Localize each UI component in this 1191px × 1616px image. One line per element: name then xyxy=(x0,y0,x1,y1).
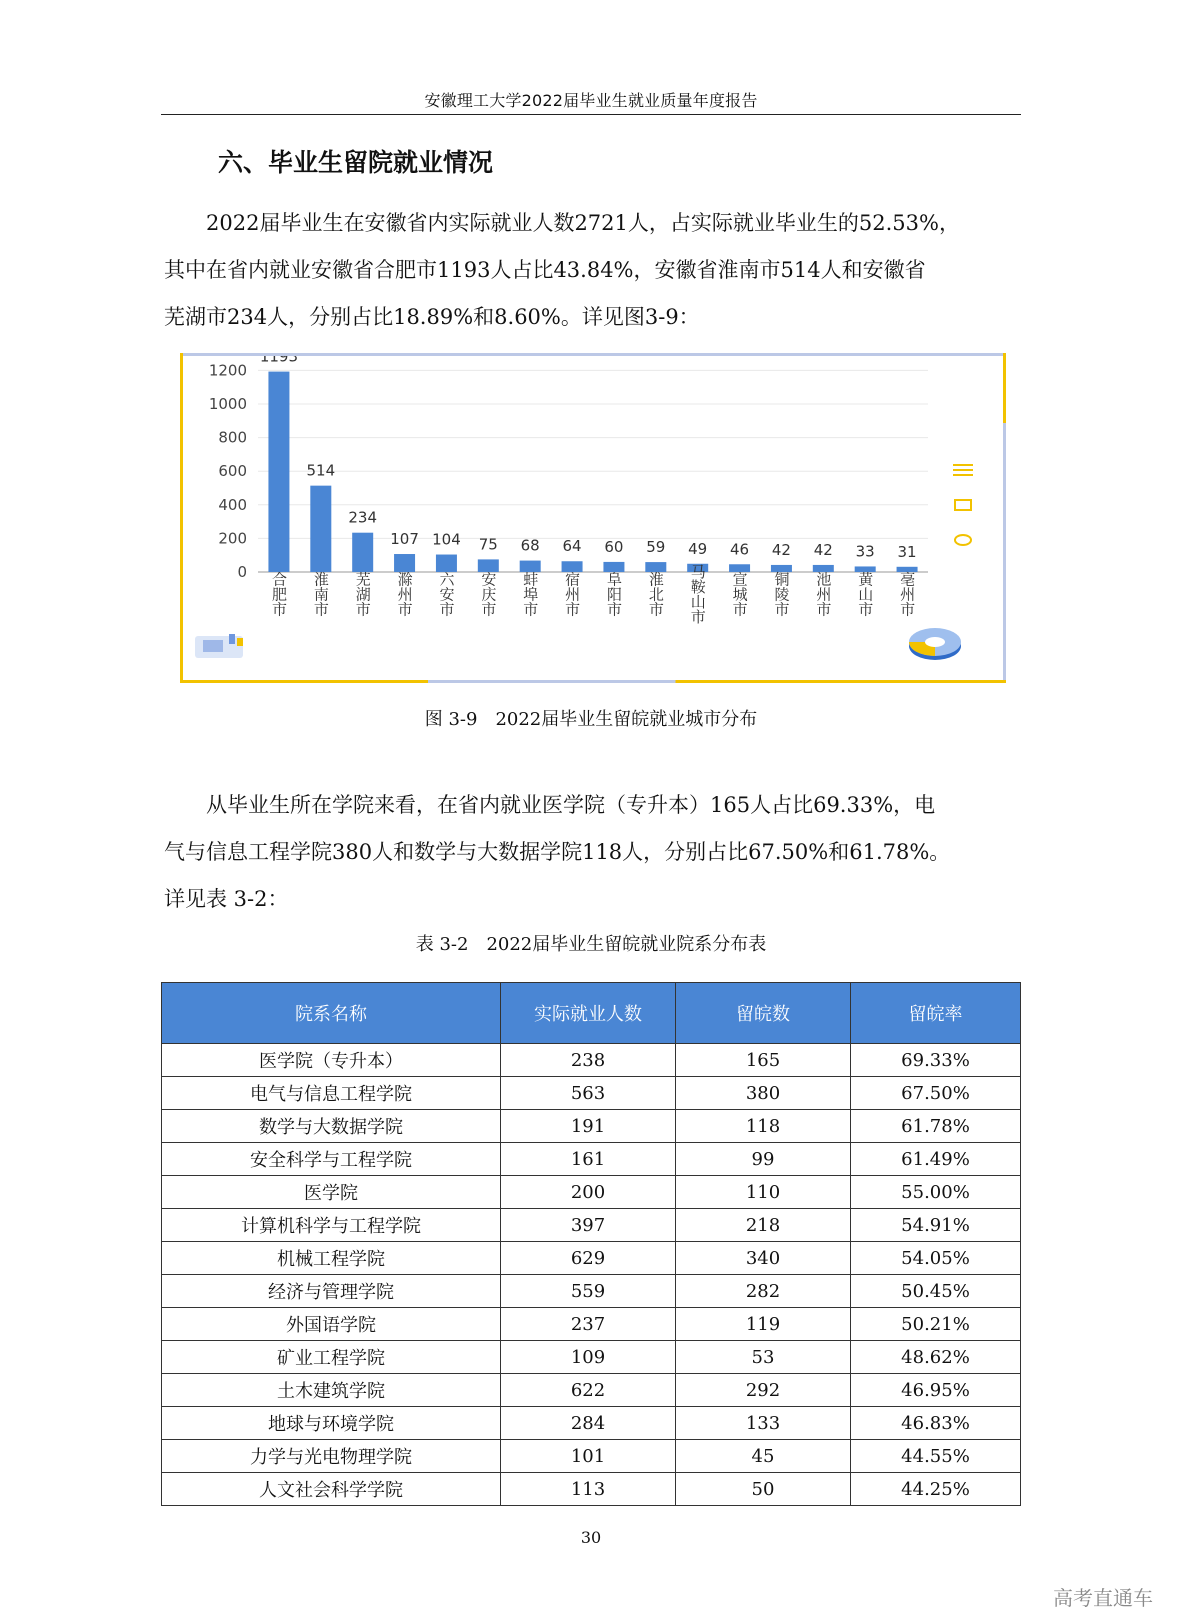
y-tick-label: 200 xyxy=(218,529,247,548)
table-cell: 61.49% xyxy=(851,1143,1021,1176)
table-cell: 119 xyxy=(676,1308,851,1341)
table-cell: 安全科学与工程学院 xyxy=(162,1143,501,1176)
table-cell: 医学院（专升本） xyxy=(162,1044,501,1077)
bar-value-label: 31 xyxy=(897,542,917,561)
table-cell: 数学与大数据学院 xyxy=(162,1110,501,1143)
y-tick-label: 800 xyxy=(218,428,247,447)
table-row xyxy=(162,1044,1021,1077)
table-cell: 559 xyxy=(501,1275,676,1308)
table-cell: 44.55% xyxy=(851,1440,1021,1473)
chart-y-axis xyxy=(209,361,247,581)
paragraph-2 xyxy=(164,782,1026,923)
table-body xyxy=(162,1044,1021,1506)
table-cell: 45 xyxy=(676,1440,851,1473)
table-cell: 46.83% xyxy=(851,1407,1021,1440)
table-cell: 99 xyxy=(676,1143,851,1176)
table-cell: 50.21% xyxy=(851,1308,1021,1341)
paragraph-1-line: 芜湖市234人，分别占比18.89%和8.60%。详见图3-9： xyxy=(164,305,700,329)
table-cell: 218 xyxy=(676,1209,851,1242)
table-cell: 计算机科学与工程学院 xyxy=(162,1209,501,1242)
x-category-label: 合肥市 xyxy=(269,571,288,617)
table-cell: 200 xyxy=(501,1176,676,1209)
comment-icon xyxy=(955,535,971,545)
table-cell: 电气与信息工程学院 xyxy=(162,1077,501,1110)
table-cell: 48.62% xyxy=(851,1341,1021,1374)
y-tick-label: 400 xyxy=(218,495,247,514)
bar xyxy=(310,486,331,572)
table-header-row xyxy=(162,983,1021,1044)
table-caption: 表 3-2 2022届毕业生留皖就业院系分布表 xyxy=(415,934,767,955)
x-category-label: 淮北市 xyxy=(646,571,665,617)
table-cell: 397 xyxy=(501,1209,676,1242)
paragraph-1-line: 其中在省内就业安徽省合肥市1193人占比43.84%，安徽省淮南市514人和安徽省 xyxy=(164,258,926,282)
donut-illustration-icon xyxy=(909,628,961,660)
table-cell: 165 xyxy=(676,1044,851,1077)
bar-value-label: 59 xyxy=(646,538,666,557)
figure-caption: 图 3-9 2022届毕业生留皖就业城市分布 xyxy=(424,709,758,730)
table-cell: 矿业工程学院 xyxy=(162,1341,501,1374)
table-cell: 力学与光电物理学院 xyxy=(162,1440,501,1473)
table-row xyxy=(162,1440,1021,1473)
bar xyxy=(645,562,666,572)
bar xyxy=(520,561,541,572)
column-header: 留皖率 xyxy=(851,983,1021,1044)
table-cell: 外国语学院 xyxy=(162,1308,501,1341)
table-cell: 44.25% xyxy=(851,1473,1021,1506)
table-cell: 机械工程学院 xyxy=(162,1242,501,1275)
x-category-label: 蚌埠市 xyxy=(521,571,540,617)
table-cell: 629 xyxy=(501,1242,676,1275)
table-cell: 282 xyxy=(676,1275,851,1308)
table-row xyxy=(162,1473,1021,1506)
paragraph-1-line: 2022届毕业生在安徽省内实际就业人数2721人，占实际就业毕业生的52.53%， xyxy=(206,211,960,235)
table-cell: 133 xyxy=(676,1407,851,1440)
bar-value-label: 234 xyxy=(348,508,378,527)
city-bar-chart xyxy=(180,353,1006,683)
table-cell: 53 xyxy=(676,1341,851,1374)
table-cell: 191 xyxy=(501,1110,676,1143)
bar xyxy=(268,372,289,572)
bar-value-label: 1193 xyxy=(259,356,299,366)
table-cell: 118 xyxy=(676,1110,851,1143)
table-cell: 54.05% xyxy=(851,1242,1021,1275)
table-cell: 46.95% xyxy=(851,1374,1021,1407)
table-row xyxy=(162,1077,1021,1110)
paragraph-1 xyxy=(164,200,1026,341)
table-row xyxy=(162,1275,1021,1308)
table-row xyxy=(162,1176,1021,1209)
x-category-label: 六安市 xyxy=(437,571,456,617)
table-cell: 50 xyxy=(676,1473,851,1506)
table-cell: 380 xyxy=(676,1077,851,1110)
x-category-label: 芜湖市 xyxy=(353,571,372,617)
chart-frame-accent xyxy=(180,353,183,683)
y-tick-label: 1000 xyxy=(208,395,247,413)
table-cell: 土木建筑学院 xyxy=(162,1374,501,1407)
paragraph-2-line: 气与信息工程学院380人和数学与大数据学院118人，分别占比67.50%和61.78%。 xyxy=(164,840,951,864)
column-header: 实际就业人数 xyxy=(501,983,676,1044)
bar-value-label: 49 xyxy=(688,539,708,558)
x-category-label: 宿州市 xyxy=(563,571,582,617)
table-cell: 55.00% xyxy=(851,1176,1021,1209)
x-category-label: 铜陵市 xyxy=(772,571,791,617)
table-cell: 340 xyxy=(676,1242,851,1275)
table-cell: 经济与管理学院 xyxy=(162,1275,501,1308)
table-cell: 238 xyxy=(501,1044,676,1077)
table-row xyxy=(162,1308,1021,1341)
bar-value-label: 33 xyxy=(855,542,875,561)
bar-value-label: 42 xyxy=(813,540,833,559)
table-cell: 110 xyxy=(676,1176,851,1209)
column-header: 院系名称 xyxy=(162,983,501,1044)
x-category-label: 安庆市 xyxy=(479,571,498,617)
section-title: 六、毕业生留院就业情况 xyxy=(218,148,494,177)
table-cell: 人文社会科学学院 xyxy=(162,1473,501,1506)
bar xyxy=(436,555,457,572)
table-row xyxy=(162,1143,1021,1176)
mail-icon xyxy=(955,500,971,510)
bar-value-label: 42 xyxy=(771,540,791,559)
desk-illustration-icon xyxy=(195,634,243,658)
table-cell: 69.33% xyxy=(851,1044,1021,1077)
y-tick-label: 1200 xyxy=(208,361,247,380)
paragraph-2-line: 从毕业生所在学院来看，在省内就业医学院（专升本）165人占比69.33%，电 xyxy=(206,793,936,817)
chart-svg xyxy=(183,356,1003,680)
x-category-label: 黄山市 xyxy=(856,571,875,617)
x-category-label: 宣城市 xyxy=(730,571,749,617)
bar-value-label: 107 xyxy=(390,530,419,549)
table-cell: 50.45% xyxy=(851,1275,1021,1308)
bar xyxy=(562,561,583,572)
table-row xyxy=(162,1242,1021,1275)
x-category-label: 马鞍山市 xyxy=(688,564,707,624)
table-row xyxy=(162,1407,1021,1440)
table-row xyxy=(162,1374,1021,1407)
x-category-label: 滁州市 xyxy=(395,571,414,617)
bar xyxy=(478,559,499,572)
bar-value-label: 60 xyxy=(604,537,624,556)
x-category-label: 亳州市 xyxy=(898,571,917,617)
table-cell: 109 xyxy=(501,1341,676,1374)
table-cell: 医学院 xyxy=(162,1176,501,1209)
bar-value-label: 68 xyxy=(520,536,540,555)
table-row xyxy=(162,1341,1021,1374)
table-cell: 161 xyxy=(501,1143,676,1176)
page-header: 安徽理工大学2022届毕业生就业质量年度报告 xyxy=(424,91,758,110)
bar-value-label: 46 xyxy=(730,540,750,559)
page-number: 30 xyxy=(580,1528,602,1547)
bar xyxy=(394,554,415,572)
table-cell: 284 xyxy=(501,1407,676,1440)
table-cell: 67.50% xyxy=(851,1077,1021,1110)
bar-value-label: 104 xyxy=(432,530,461,549)
table-cell: 61.78% xyxy=(851,1110,1021,1143)
x-category-label: 池州市 xyxy=(814,571,833,617)
bar-value-label: 64 xyxy=(562,537,582,556)
menu-icon xyxy=(953,469,973,471)
paragraph-2-line: 详见表 3-2： xyxy=(164,887,289,911)
bar xyxy=(352,533,373,572)
table-row xyxy=(162,1209,1021,1242)
menu-icon xyxy=(953,474,973,476)
table-cell: 101 xyxy=(501,1440,676,1473)
table-row xyxy=(162,1110,1021,1143)
watermark: 高考直通车 xyxy=(1053,1586,1153,1610)
table-cell: 54.91% xyxy=(851,1209,1021,1242)
menu-icon xyxy=(953,464,973,466)
bar xyxy=(603,562,624,572)
bar-value-label: 75 xyxy=(478,535,498,554)
table-cell: 237 xyxy=(501,1308,676,1341)
y-tick-label: 600 xyxy=(218,462,247,481)
table-cell: 113 xyxy=(501,1473,676,1506)
x-category-label: 淮南市 xyxy=(311,571,330,617)
chart-frame-accent xyxy=(180,680,1006,683)
table-cell: 622 xyxy=(501,1374,676,1407)
chart-x-labels xyxy=(270,564,916,624)
y-tick-label: 0 xyxy=(237,563,247,581)
header-rule xyxy=(161,114,1021,115)
table-cell: 563 xyxy=(501,1077,676,1110)
table-cell: 地球与环境学院 xyxy=(162,1407,501,1440)
chart-value-labels xyxy=(260,356,917,561)
x-category-label: 阜阳市 xyxy=(604,571,623,617)
table-cell: 292 xyxy=(676,1374,851,1407)
column-header: 留皖数 xyxy=(676,983,851,1044)
department-table xyxy=(161,982,1021,1506)
chart-frame-accent xyxy=(1003,353,1006,423)
bar-value-label: 514 xyxy=(306,461,336,480)
